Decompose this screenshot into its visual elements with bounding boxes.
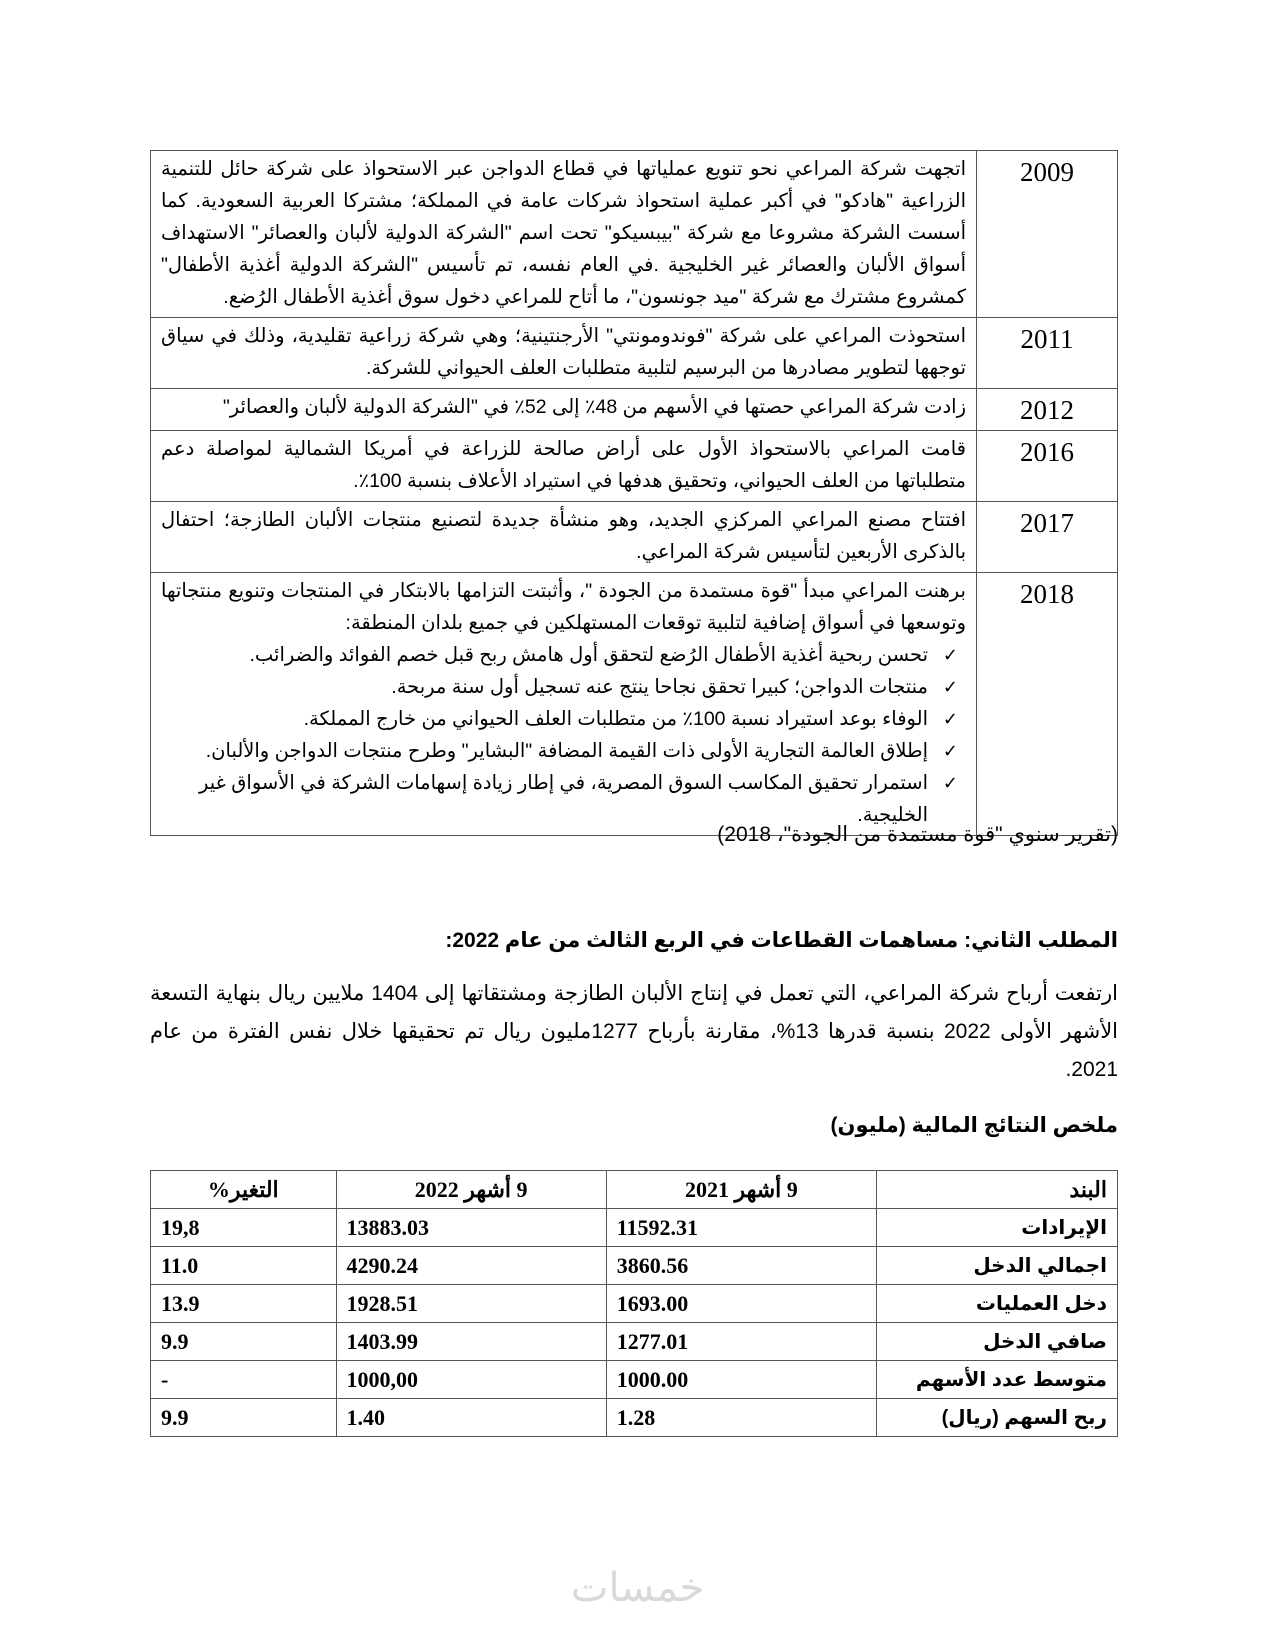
timeline-row — [151, 318, 1118, 389]
column-header-change: التغير% — [151, 1171, 337, 1209]
table-row: اجمالي الدخل 3860.56 4290.24 11.0 — [151, 1247, 1118, 1285]
section-heading: المطلب الثاني: مساهمات القطاعات في الربع الثالث من عام 2022: — [445, 929, 1118, 952]
timeline-description: برهنت المراعي مبدأ "قوة مستمدة من الجودة "، وأثبتت التزامها بالابتكار في المنتجات وتنويع منتجاتها وتوسعها في أسواق إضافية لتلبية توقعات المستهلكين في جميع بلدان المنطقة: — [161, 580, 966, 634]
timeline-year: 2017 — [977, 502, 1118, 573]
column-header-2022: 9 أشهر 2022 — [336, 1171, 606, 1209]
list-item: ✓ استمرار تحقيق المكاسب السوق المصرية، في إطار زيادة إسهامات الشركة في الأسواق غير الخليجية. — [161, 767, 966, 831]
timeline-row — [151, 389, 1118, 431]
table-row: دخل العمليات 1693.00 1928.51 13.9 — [151, 1285, 1118, 1323]
financial-summary-table — [150, 1170, 1118, 1437]
list-item: ✓ إطلاق العالمة التجارية الأولى ذات القيمة المضافة "البشاير" وطرح منتجات الدواجن والألبان. — [161, 735, 966, 767]
table-header-row — [151, 1171, 1118, 1209]
timeline-row — [151, 431, 1118, 502]
timeline-description-with-bullets — [151, 573, 977, 836]
timeline-description: قامت المراعي بالاستحواذ الأول على أراض صالحة للزراعة في أمريكا الشمالية لمواصلة دعم متطلباتها من العلف الحيواني، وتحقيق هدفها في استيراد الأعلاف بنسبة 100٪. — [151, 431, 977, 502]
timeline-row — [151, 573, 1118, 836]
timeline-description: زادت شركة المراعي حصتها في الأسهم من 48٪ إلى 52٪ في "الشركة الدولية لألبان والعصائر" — [151, 389, 977, 431]
timeline-year: 2016 — [977, 431, 1118, 502]
table-row: متوسط عدد الأسهم 1000.00 1000,00 - — [151, 1361, 1118, 1399]
timeline-description: استحوذت المراعي على شركة "فوندومونتي" الأرجنتينية؛ وهي شركة زراعية تقليدية، وذلك في سياق توجهها لتطوير مصادرها من البرسيم لتلبية متطلبات العلف الحيواني للشركة. — [151, 318, 977, 389]
table-row: صافي الدخل 1277.01 1403.99 9.9 — [151, 1323, 1118, 1361]
list-item: ✓ الوفاء بوعد استيراد نسبة 100٪ من متطلبات العلف الحيواني من خارج المملكة. — [161, 703, 966, 735]
timeline-year: 2012 — [977, 389, 1118, 431]
check-icon: ✓ — [942, 645, 958, 665]
column-header-2021: 9 أشهر 2021 — [606, 1171, 876, 1209]
timeline-year: 2009 — [977, 151, 1118, 318]
achievements-list — [161, 639, 966, 831]
timeline-year: 2018 — [977, 573, 1118, 836]
check-icon: ✓ — [942, 773, 958, 793]
timeline-description: اتجهت شركة المراعي نحو تنويع عملياتها في قطاع الدواجن عبر الاستحواذ على شركة حائل للتنمية الزراعية "هادكو" في أكبر عملية استحواذ شركات عامة في المملكة؛ مشتركا العربية السعودية. كما أسست الشركة مشروعا مع شركة "بيبسيكو" تحت اسم "الشركة الدولية لألبان والعصائر" الاستهداف أسواق الألبان والعصائر غير الخليجية .في العام نفسه، تم تأسيس "الشركة الدولية أغذية الأطفال" كمشروع مشترك مع شركة "ميد جونسون"، ما أتاح للمراعي دخول سوق أغذية الأطفال الرُضع. — [151, 151, 977, 318]
column-header-item: البند — [877, 1171, 1118, 1209]
watermark-logo: خمسات — [570, 1565, 705, 1611]
source-citation: (تقرير سنوي "قوة مستمدة من الجودة"، 2018) — [717, 823, 1118, 846]
timeline-row — [151, 502, 1118, 573]
list-item: ✓ تحسن ربحية أغذية الأطفال الرُضع لتحقق أول هامش ربح قبل خصم الفوائد والضرائب. — [161, 639, 966, 671]
timeline-description: افتتاح مصنع المراعي المركزي الجديد، وهو منشأة جديدة لتصنيع منتجات الألبان الطازجة؛ احتفال بالذكرى الأربعين لتأسيس شركة المراعي. — [151, 502, 977, 573]
table-row: ربح السهم (ريال) 1.28 1.40 9.9 — [151, 1399, 1118, 1437]
timeline-table — [150, 150, 1118, 836]
body-paragraph: ارتفعت أرباح شركة المراعي، التي تعمل في إنتاج الألبان الطازجة ومشتقاتها إلى 1404 ملايين ريال بنهاية التسعة الأشهر الأولى 2022 بنسبة قدرها 13%، مقارنة بأرباح 1277مليون ريال تم تحقيقها خلال نفس الفترة من عام 2021. — [150, 982, 1118, 1081]
check-icon: ✓ — [942, 677, 958, 697]
check-icon: ✓ — [942, 741, 958, 761]
timeline-row — [151, 151, 1118, 318]
timeline-year: 2011 — [977, 318, 1118, 389]
table-row: الإيرادات 11592.31 13883.03 19,8 — [151, 1209, 1118, 1247]
list-item: ✓ منتجات الدواجن؛ كبيرا تحقق نجاحا ينتج عنه تسجيل أول سنة مربحة. — [161, 671, 966, 703]
table-title: ملخص النتائج المالية (مليون) — [830, 1114, 1118, 1137]
check-icon: ✓ — [942, 709, 958, 729]
